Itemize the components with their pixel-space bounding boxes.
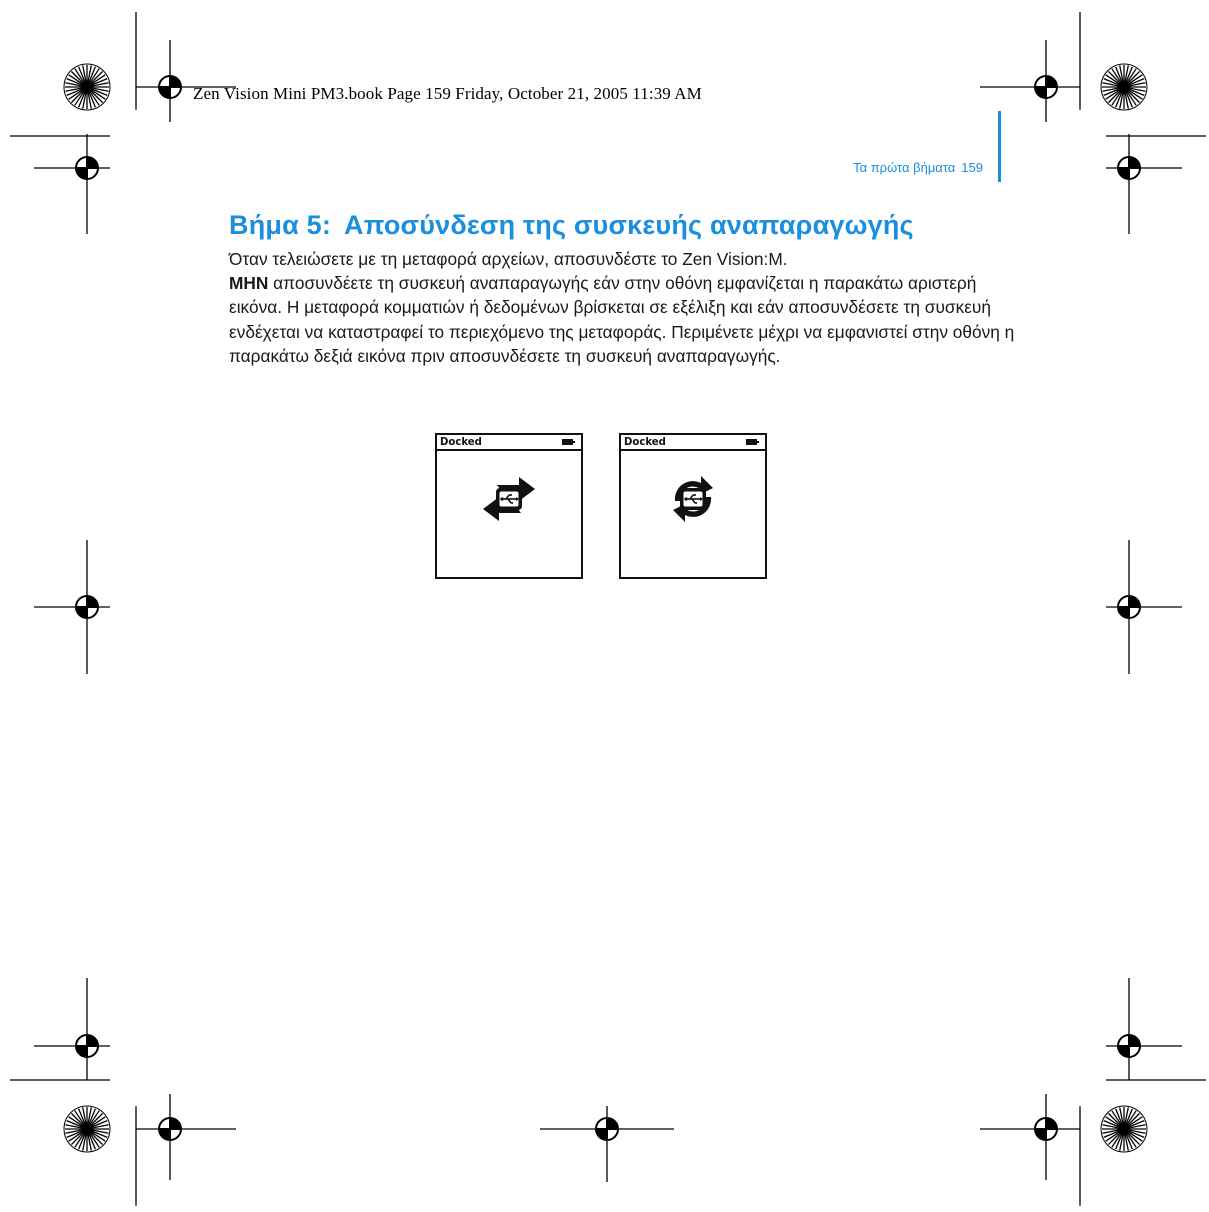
docked-status: Docked [624, 435, 666, 448]
running-head [853, 160, 983, 175]
body-text [229, 247, 1019, 368]
docked-status: Docked [440, 435, 482, 448]
usb-sync-circular-arrows-icon [661, 467, 725, 531]
print-header: Zen Vision Mini PM3.book Page 159 Friday, October 21, 2005 11:39 AM [193, 84, 702, 103]
section-name: Τα πρώτα βήματα [853, 160, 956, 175]
status-bar [621, 435, 765, 451]
warning-text: αποσυνδέετε τη συσκευή αναπαραγωγής εάν στην οθόνη εμφανίζεται η παρακάτω αριστερή εικόνα. Η μεταφορά κομματιών ή δεδομένων βρίσκεται σε εξέλιξη και εάν αποσυνδέσετε τη συσκευή ενδέχεται να καταστραφεί το περιεχόμενο της μεταφοράς. Περιμένετε μέχρι να εμφανιστεί στην οθόνη η παρακάτω δεξιά εικόνα πριν αποσυνδέσετε τη συσκευή αναπαραγωγής. [229, 273, 1015, 366]
battery-icon [746, 439, 757, 445]
device-screen-complete [619, 433, 767, 579]
warning-paragraph [229, 271, 1019, 368]
battery-icon [562, 439, 573, 445]
step-heading [229, 210, 914, 241]
page-number: 159 [961, 160, 983, 175]
warning-emphasis: ΜΗΝ [229, 273, 269, 294]
step-title: Αποσύνδεση της συσκευής αναπαραγωγής [344, 210, 914, 240]
intro-sentence: Όταν τελειώσετε με τη μεταφορά αρχείων, αποσυνδέστε το Zen Vision:M. [229, 249, 788, 269]
step-number: Βήμα 5: [229, 210, 332, 240]
device-screen-transferring [435, 433, 583, 579]
status-bar [437, 435, 581, 451]
usb-transfer-arrows-icon [477, 467, 541, 531]
running-head-rule [998, 111, 1001, 182]
